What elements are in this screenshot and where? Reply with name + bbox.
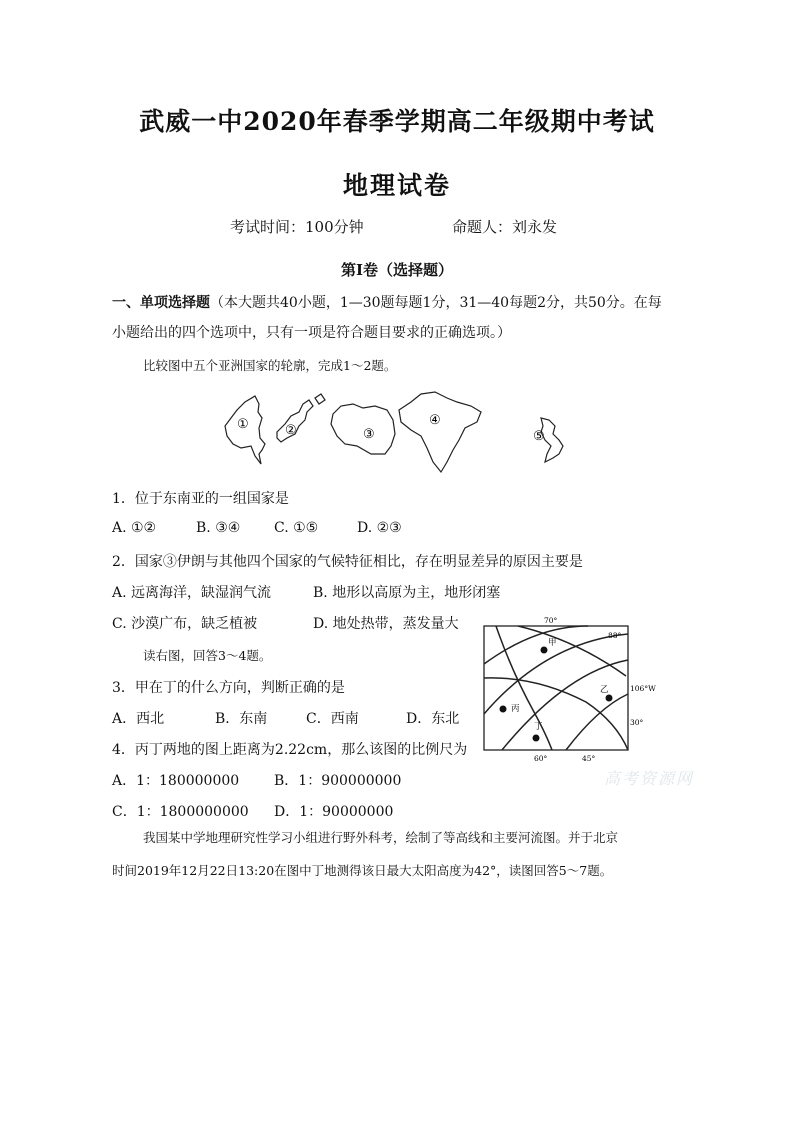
q2-stem: 2．国家③伊朗与其他四个国家的气候特征相比，存在明显差异的原因主要是 xyxy=(112,554,583,570)
q4-option-d: D．1：90000000 xyxy=(274,804,394,820)
point-bing xyxy=(500,706,507,713)
q1-option-d: D. ②③ xyxy=(357,520,402,536)
q3-option-a: A．西北 xyxy=(112,711,165,727)
q4-stem: 4．丙丁两地的图上距离为2.22cm，那么该图的比例尺为 xyxy=(112,742,468,758)
q3-option-b: B．东南 xyxy=(215,711,268,727)
passage-q5-q7-line1: 我国某中学地理研究性学习小组进行野外科考，绘制了等高线和主要河流图。并于北京 xyxy=(143,830,619,845)
q2-option-a: A. 远离海洋，缺湿润气流 xyxy=(112,585,272,601)
label-jia: 甲 xyxy=(548,638,557,648)
passage-q5-q7-line2: 时间2019年12月22日13:20在图中丁地测得该日最大太阳高度为42°，读图回答5～7题。 xyxy=(112,863,613,878)
label-60: 60° xyxy=(534,754,548,763)
label-106w: 106°W xyxy=(630,684,656,693)
q2-option-c: C. 沙漠广布，缺乏植被 xyxy=(112,616,258,632)
section-heading: 一、单项选择题 xyxy=(112,295,210,311)
label-yi: 乙 xyxy=(600,685,609,695)
country-4-outline xyxy=(399,392,481,472)
q4-option-a: A．1：180000000 xyxy=(112,773,240,789)
section-instruction: （本大题共40小题，1—30题每题1分，31—40每题2分，共50分。在每 xyxy=(210,295,662,311)
q3-option-c: C．西南 xyxy=(306,711,359,727)
label-70: 70° xyxy=(544,616,558,625)
q1-option-c: C. ①⑤ xyxy=(274,520,319,536)
parallel-curve-4 xyxy=(566,694,628,750)
q4-option-b: B．1：900000000 xyxy=(274,773,402,789)
intro-q3-q4: 读右图，回答3～4题。 xyxy=(143,648,272,663)
country-label-2: ② xyxy=(285,423,297,438)
country-label-3: ③ xyxy=(363,427,375,442)
graticule-map xyxy=(476,612,666,768)
q2-option-d: D. 地处热带，蒸发量大 xyxy=(313,616,459,632)
point-yi xyxy=(606,695,613,702)
q3-option-d: D．东北 xyxy=(406,711,460,727)
q1-option-b: B. ③④ xyxy=(196,520,241,536)
section-instruction-line1 xyxy=(112,292,662,312)
point-ding xyxy=(533,735,540,742)
country-label-4: ④ xyxy=(429,413,441,428)
exam-time: 考试时间：100分钟 xyxy=(230,218,364,236)
q4-option-c: C．1：1800000000 xyxy=(112,804,249,820)
section-instruction-line2: 小题给出的四个选项中，只有一项是符合题目要求的正确选项。） xyxy=(112,325,511,341)
country-label-5: ⑤ xyxy=(533,429,545,444)
subject-title: 地理试卷 xyxy=(342,171,451,200)
watermark: 高考资源网 xyxy=(604,769,695,788)
meridian-curve-2 xyxy=(496,626,552,750)
country-outline-map xyxy=(215,388,585,476)
q1-option-a: A. ①② xyxy=(112,520,157,536)
point-jia xyxy=(541,647,548,654)
label-88: 88° xyxy=(608,631,622,640)
volume-heading: 第Ⅰ卷（选择题） xyxy=(340,261,454,279)
exam-author: 命题人：刘永发 xyxy=(452,218,558,236)
q1-stem: 1．位于东南亚的一组国家是 xyxy=(112,491,289,507)
label-45: 45° xyxy=(582,754,596,763)
q3-stem: 3．甲在丁的什么方向，判断正确的是 xyxy=(112,680,345,696)
exam-title: 武威一中2020年春季学期高二年级期中考试 xyxy=(139,107,655,136)
country-label-1: ① xyxy=(237,417,249,432)
label-bing: 丙 xyxy=(511,704,520,714)
label-ding: 丁 xyxy=(534,722,543,732)
q2-option-b: B. 地形以高原为主，地形闭塞 xyxy=(313,585,501,601)
intro-q1-q2: 比较图中五个亚洲国家的轮廓，完成1～2题。 xyxy=(143,358,397,373)
label-30: 30° xyxy=(630,718,644,727)
